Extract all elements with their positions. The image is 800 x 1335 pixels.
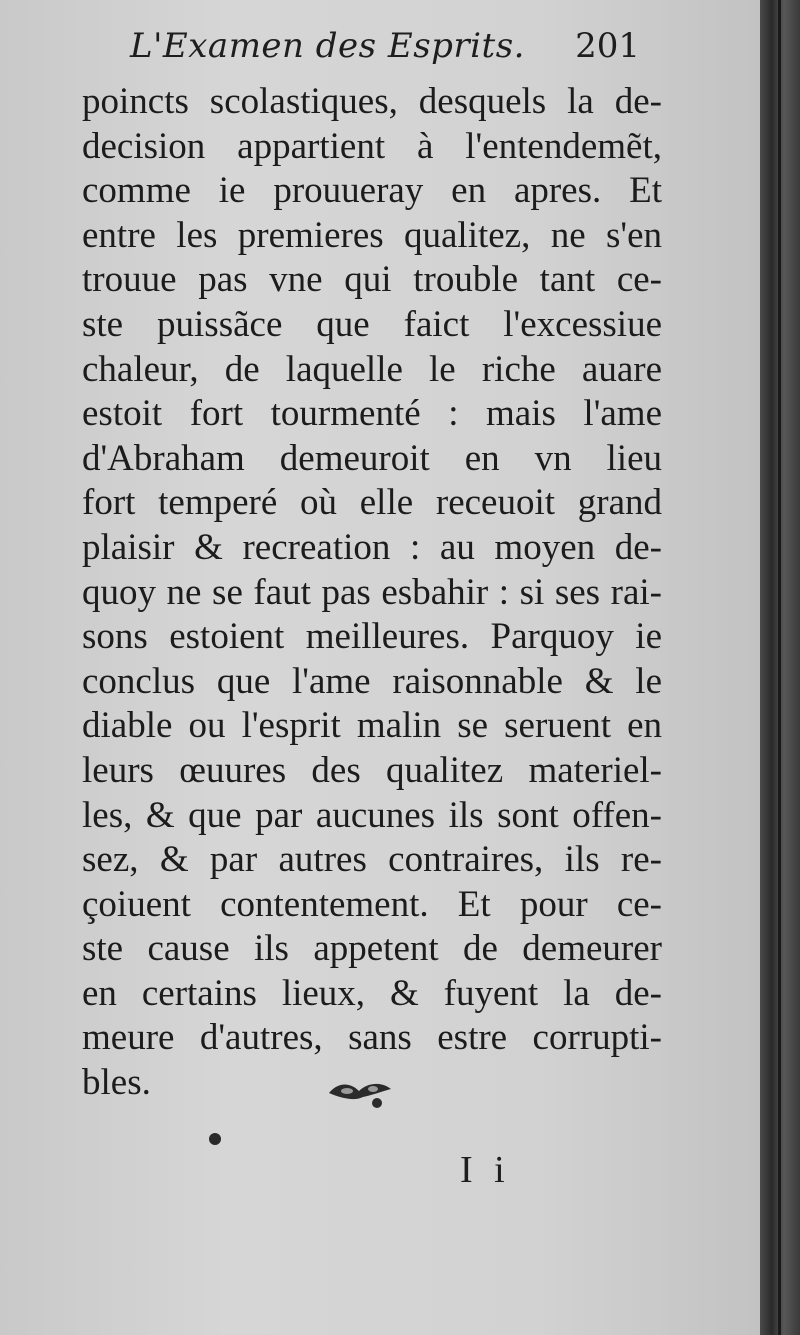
text-line: entre les premieres qualitez, ne s'en [82, 214, 662, 256]
text-line: conclus que l'ame raisonnable & le [82, 660, 662, 702]
text-line: sez, & par autres contraires, ils re- [82, 839, 662, 881]
page-header [130, 26, 640, 76]
text-line: plaisir & recreation : au moyen de- [82, 526, 662, 568]
text-line: estoit fort tourmenté : mais l'ame [82, 393, 662, 435]
body-text [82, 80, 662, 1106]
text-line: leurs œuures des qualitez materiel- [82, 749, 662, 791]
text-line: ste puissãce que faict l'excessiue [82, 303, 662, 345]
text-line: decision appartient à l'entendemẽt, [82, 125, 662, 167]
text-line: sons estoient meilleures. Parquoy ie [82, 616, 662, 658]
printer-ornament-icon [325, 1075, 395, 1110]
text-line: d'Abraham demeuroit en vn lieu [82, 437, 662, 479]
ink-dot [209, 1133, 221, 1145]
text-line: poincts scolastiques, desquels la de- [82, 81, 662, 122]
text-line: meure d'autres, sans estre corrupti- [82, 1017, 662, 1059]
text-line: en certains lieux, & fuyent la de- [82, 972, 662, 1014]
gutter-shadow [778, 0, 781, 1335]
text-line: comme ie prouueray en apres. Et [82, 170, 662, 212]
text-line: trouue pas vne qui trouble tant ce- [82, 259, 662, 301]
page-number: 201 [575, 26, 640, 66]
text-line: quoy ne se faut pas esbahir : si ses rai- [82, 571, 662, 613]
text-line: chaleur, de laquelle le riche auare [82, 348, 662, 390]
text-line: fort temperé où elle receuoit grand [82, 482, 662, 524]
text-line: les, & que par aucunes ils sont offen- [82, 794, 662, 836]
signature-mark: I i [460, 1149, 511, 1191]
running-title: L'Examen des Esprits. [130, 26, 525, 66]
text-line: ste cause ils appetent de demeurer [82, 928, 662, 970]
text-line: çoiuent contentement. Et pour ce- [82, 883, 662, 925]
text-line: bles. [82, 1062, 151, 1104]
text-line: diable ou l'esprit malin se seruent en [82, 705, 662, 747]
